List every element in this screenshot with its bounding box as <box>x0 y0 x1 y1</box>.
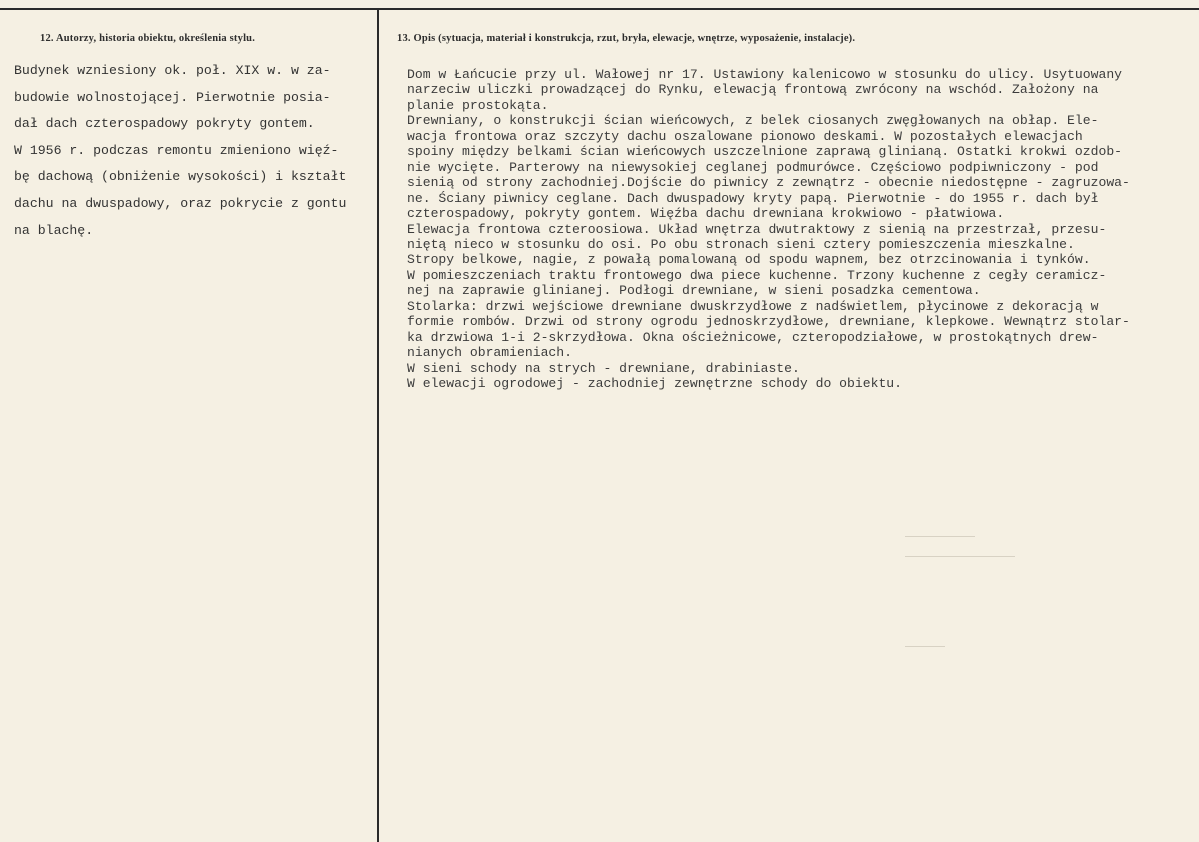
text-line: W 1956 r. podczas remontu zmieniono więź- <box>14 142 339 158</box>
text-line: wacja frontowa oraz szczyty dachu oszalowane pionowo deskami. W pozostałych elewacjach <box>407 128 1083 144</box>
text-line: Dom w Łańcucie przy ul. Wałowej nr 17. Ustawiony kalenicowo w stosunku do ulicy. Usytuowany <box>407 67 1123 82</box>
text-line: W sieni schody na strych - drewniane, drabiniaste. <box>407 360 800 376</box>
text-line: ne. Ściany piwnicy ceglane. Dach dwuspadowy kryty papą. Pierwotnie - do 1955 r. dach był <box>407 190 1099 206</box>
show-through-mark <box>905 646 945 647</box>
text-line: sienią od strony zachodniej.Dojście do piwnicy z zewnątrz - obecnie niedostępne - zagruzowa- <box>407 175 1130 191</box>
text-line: nej na zaprawie glinianej. Podłogi drewniane, w sieni posadzka cementowa. <box>407 283 981 299</box>
text-line: formie rombów. Drzwi od strony ogrodu jednoskrzydłowe, drewniane, klepkowe. Wewnątrz stolar- <box>407 314 1130 330</box>
text-line: Stolarka: drzwi wejściowe drewniane dwuskrzydłowe z nadświetlem, płycinowe z dekoracją w <box>407 298 1099 314</box>
text-line: planie prostokąta. <box>407 97 549 113</box>
text-line: spoiny między belkami ścian wieńcowych uszczelnione zaprawą glinianą. Ostatki krokwi ozdob- <box>407 144 1123 160</box>
text-line: dał dach czterospadowy pokryty gontem. <box>14 116 315 132</box>
text-line: Elewacja frontowa czteroosiowa. Układ wnętrza dwutraktowy z sienią na przestrzał, przesu- <box>407 221 1107 237</box>
text-line: czterospadowy, pokryty gontem. Więźba dachu drewniana krokwiowo - płatwiowa. <box>407 206 1005 222</box>
text-line: niętą nieco w stosunku do osi. Po obu stronach sieni cztery pomieszczenia mieszkalne. <box>407 236 1075 252</box>
text-line: ka drzwiowa 1-i 2-skrzydłowa. Okna ościeżnicowe, czteropodziałowe, w prostokątnych drew- <box>407 329 1099 345</box>
text-line: Drewniany, o konstrukcji ścian wieńcowych, z belek ciosanych zwęgłowanych na obłap. Ele- <box>407 113 1099 129</box>
text-line: bę dachową (obniżenie wysokości) i kształt <box>14 169 347 185</box>
text-line: W elewacji ogrodowej - zachodniej zewnętrzne schody do obiektu. <box>407 376 903 392</box>
text-line: W pomieszczeniach traktu frontowego dwa piece kuchenne. Trzony kuchenne z cegły ceramicz- <box>407 267 1107 283</box>
text-line: nianych obramieniach. <box>407 345 573 361</box>
text-line: budowie wolnostojącej. Pierwotnie posia- <box>14 89 331 105</box>
text-line: Budynek wzniesiony ok. poł. XIX w. w za- <box>14 63 331 78</box>
section-12-body <box>14 58 376 244</box>
text-line: nie wycięte. Parterowy na niewysokiej ceglanej podmurówce. Częściowo podpiwniczony - pod <box>407 159 1099 175</box>
text-line: na blachę. <box>14 222 94 238</box>
top-border-line <box>0 8 1199 10</box>
text-line: dachu na dwuspadowy, oraz pokrycie z gontu <box>14 195 347 211</box>
text-line: Stropy belkowe, nagie, z powałą pomalowaną od spodu wapnem, bez otrzcinowania i tynków. <box>407 252 1091 268</box>
show-through-mark <box>905 536 975 537</box>
section-13-body <box>407 67 1187 392</box>
show-through-mark <box>905 556 1015 557</box>
section-12-header: 12. Autorzy, historia obiektu, określenia stylu. <box>40 33 256 44</box>
column-divider <box>377 8 379 842</box>
section-13-header: 13. Opis (sytuacja, materiał i konstrukcja, rzut, bryła, elewacje, wnętrze, wyposażenie, instalacje). <box>397 33 856 44</box>
text-line: narzeciw uliczki prowadzącej do Rynku, elewacją frontową zwrócony na wschód. Założony na <box>407 82 1099 98</box>
